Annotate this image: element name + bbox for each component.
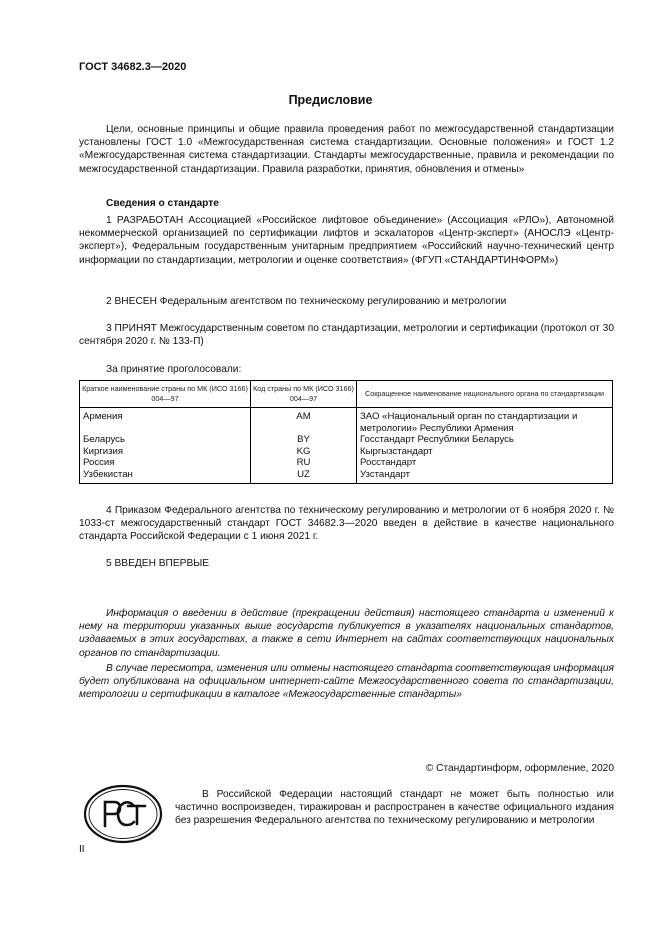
item4-block bbox=[79, 504, 614, 544]
table-header-country: Краткое наименование страны по МК (ИСО 3166) 004—97 bbox=[80, 381, 251, 408]
item5-block bbox=[79, 557, 614, 570]
item3-paragraph: 3 ПРИНЯТ Межгосударственным советом по стандартизации, метрологии и сертификации (протокол от 30 сентября 2020 г. № 133-П) bbox=[79, 323, 614, 348]
table-cell-code: BY bbox=[251, 434, 357, 446]
table-row bbox=[80, 434, 613, 446]
table-cell-code: KG bbox=[251, 446, 357, 458]
table-header-row bbox=[80, 381, 613, 408]
page-number: II bbox=[79, 844, 85, 855]
page-title: Предисловие bbox=[288, 93, 373, 107]
table-cell-country: Россия bbox=[80, 457, 251, 469]
table-row bbox=[80, 457, 613, 469]
table-row bbox=[80, 469, 613, 484]
table-cell-body: Госстандарт Республики Беларусь bbox=[357, 434, 613, 446]
item3-block bbox=[79, 322, 614, 348]
table-cell-country: Беларусь bbox=[80, 434, 251, 446]
item4-paragraph: 4 Приказом Федерального агентства по техническому регулированию и метрологии от 6 ноября 2020 г. № 1033-ст межгосударственный стандарт ГОСТ 34682.3—2020 введен в действие в качестве национального стандарта Российской Федерации с 1 июня 2021 г. bbox=[79, 505, 614, 543]
voting-table bbox=[79, 380, 613, 484]
item2-paragraph: 2 ВНЕСЕН Федеральным агентством по техническому регулированию и метрологии bbox=[106, 296, 507, 307]
table-row bbox=[80, 408, 613, 435]
item1-paragraph: 1 РАЗРАБОТАН Ассоциацией «Российское лифтовое объединение» (Ассоциация «РЛО»), Автономной некоммерческой организацией по сертификации лифтов и эскалаторов «Центр-эксперт» (АНОСЛЭ «Центр-эксперт»), Федеральным государственным унитарным предприятием «Российский научно-технический центр информации по стандартизации, метрологии и оценке соответствия» (ФГУП «СТАНДАРТИНФОРМ») bbox=[79, 215, 614, 266]
table-cell-code: AM bbox=[251, 408, 357, 435]
table-header-body: Сокращенное наименование национального органа по стандартизации bbox=[357, 381, 613, 408]
rst-logo-text: РСТ bbox=[123, 841, 125, 842]
section-title: Сведения о стандарте bbox=[106, 198, 219, 209]
table-header-code: Код страны по МК (ИСО 3166) 004—97 bbox=[251, 381, 357, 408]
table-cell-country: Киргизия bbox=[80, 446, 251, 458]
document-header: ГОСТ 34682.3—2020 bbox=[79, 61, 187, 73]
table-cell-body: Росстандарт bbox=[357, 457, 613, 469]
table-cell-country: Армения bbox=[80, 408, 251, 435]
table-cell-body: Узстандарт bbox=[357, 469, 613, 484]
vote-intro-block bbox=[79, 363, 614, 376]
voting-table-wrap bbox=[79, 380, 613, 484]
table-cell-code: RU bbox=[251, 457, 357, 469]
intro-block bbox=[79, 123, 614, 176]
table-cell-body: Кыргызстандарт bbox=[357, 446, 613, 458]
copyright-line: © Стандартинформ, оформление, 2020 bbox=[425, 763, 614, 774]
reproduction-notice-block bbox=[175, 788, 614, 828]
table-cell-code: UZ bbox=[251, 469, 357, 484]
info-paragraph-1: Информация о введении в действие (прекращении действия) настоящего стандарта и изменений к нему на территории указанных выше государств публикуется в указателях национальных стандартов, издаваемых в этих государствах, а также в сети Интернет на сайтах соответствующих национальных органов по стандартизации. bbox=[79, 608, 614, 659]
intro-paragraph: Цели, основные принципы и общие правила проведения работ по межгосударственной стандартизации установлены ГОСТ 1.0 «Межгосударственная система стандартизации. Основные положения» и ГОСТ 1.2 «Межгосударственная система стандартизации. Стандарты межгосударственные, правила и рекомендации по межгосударственной стандартизации. Правила разработки, принятия, обновления и отмены» bbox=[79, 124, 614, 175]
table-cell-country: Узбекистан bbox=[80, 469, 251, 484]
item5-paragraph: 5 ВВЕДЕН ВПЕРВЫЕ bbox=[106, 558, 210, 569]
item2-block bbox=[79, 295, 614, 308]
info-block bbox=[79, 607, 614, 701]
vote-intro: За принятие проголосовали: bbox=[106, 364, 242, 375]
table-row bbox=[80, 446, 613, 458]
info-paragraph-2: В случае пересмотра, изменения или отмены настоящего стандарта соответствующая информация будет опубликована на официальном интернет-сайте Межгосударственного совета по стандартизации, метрологии и сертификации в каталоге «Межгосударственные стандарты» bbox=[79, 662, 614, 701]
item1-block bbox=[79, 214, 614, 267]
table-cell-body: ЗАО «Национальный орган по стандартизации и метрологии» Республики Армения bbox=[357, 408, 613, 435]
rst-logo bbox=[83, 784, 163, 844]
reproduction-notice: В Российской Федерации настоящий стандарт не может быть полностью или частично воспроизведен, тиражирован и распространен в качестве официального издания без разрешения Федерального агентства по техническому регулированию и метрологии bbox=[175, 789, 614, 827]
rst-logo-icon bbox=[83, 784, 163, 844]
